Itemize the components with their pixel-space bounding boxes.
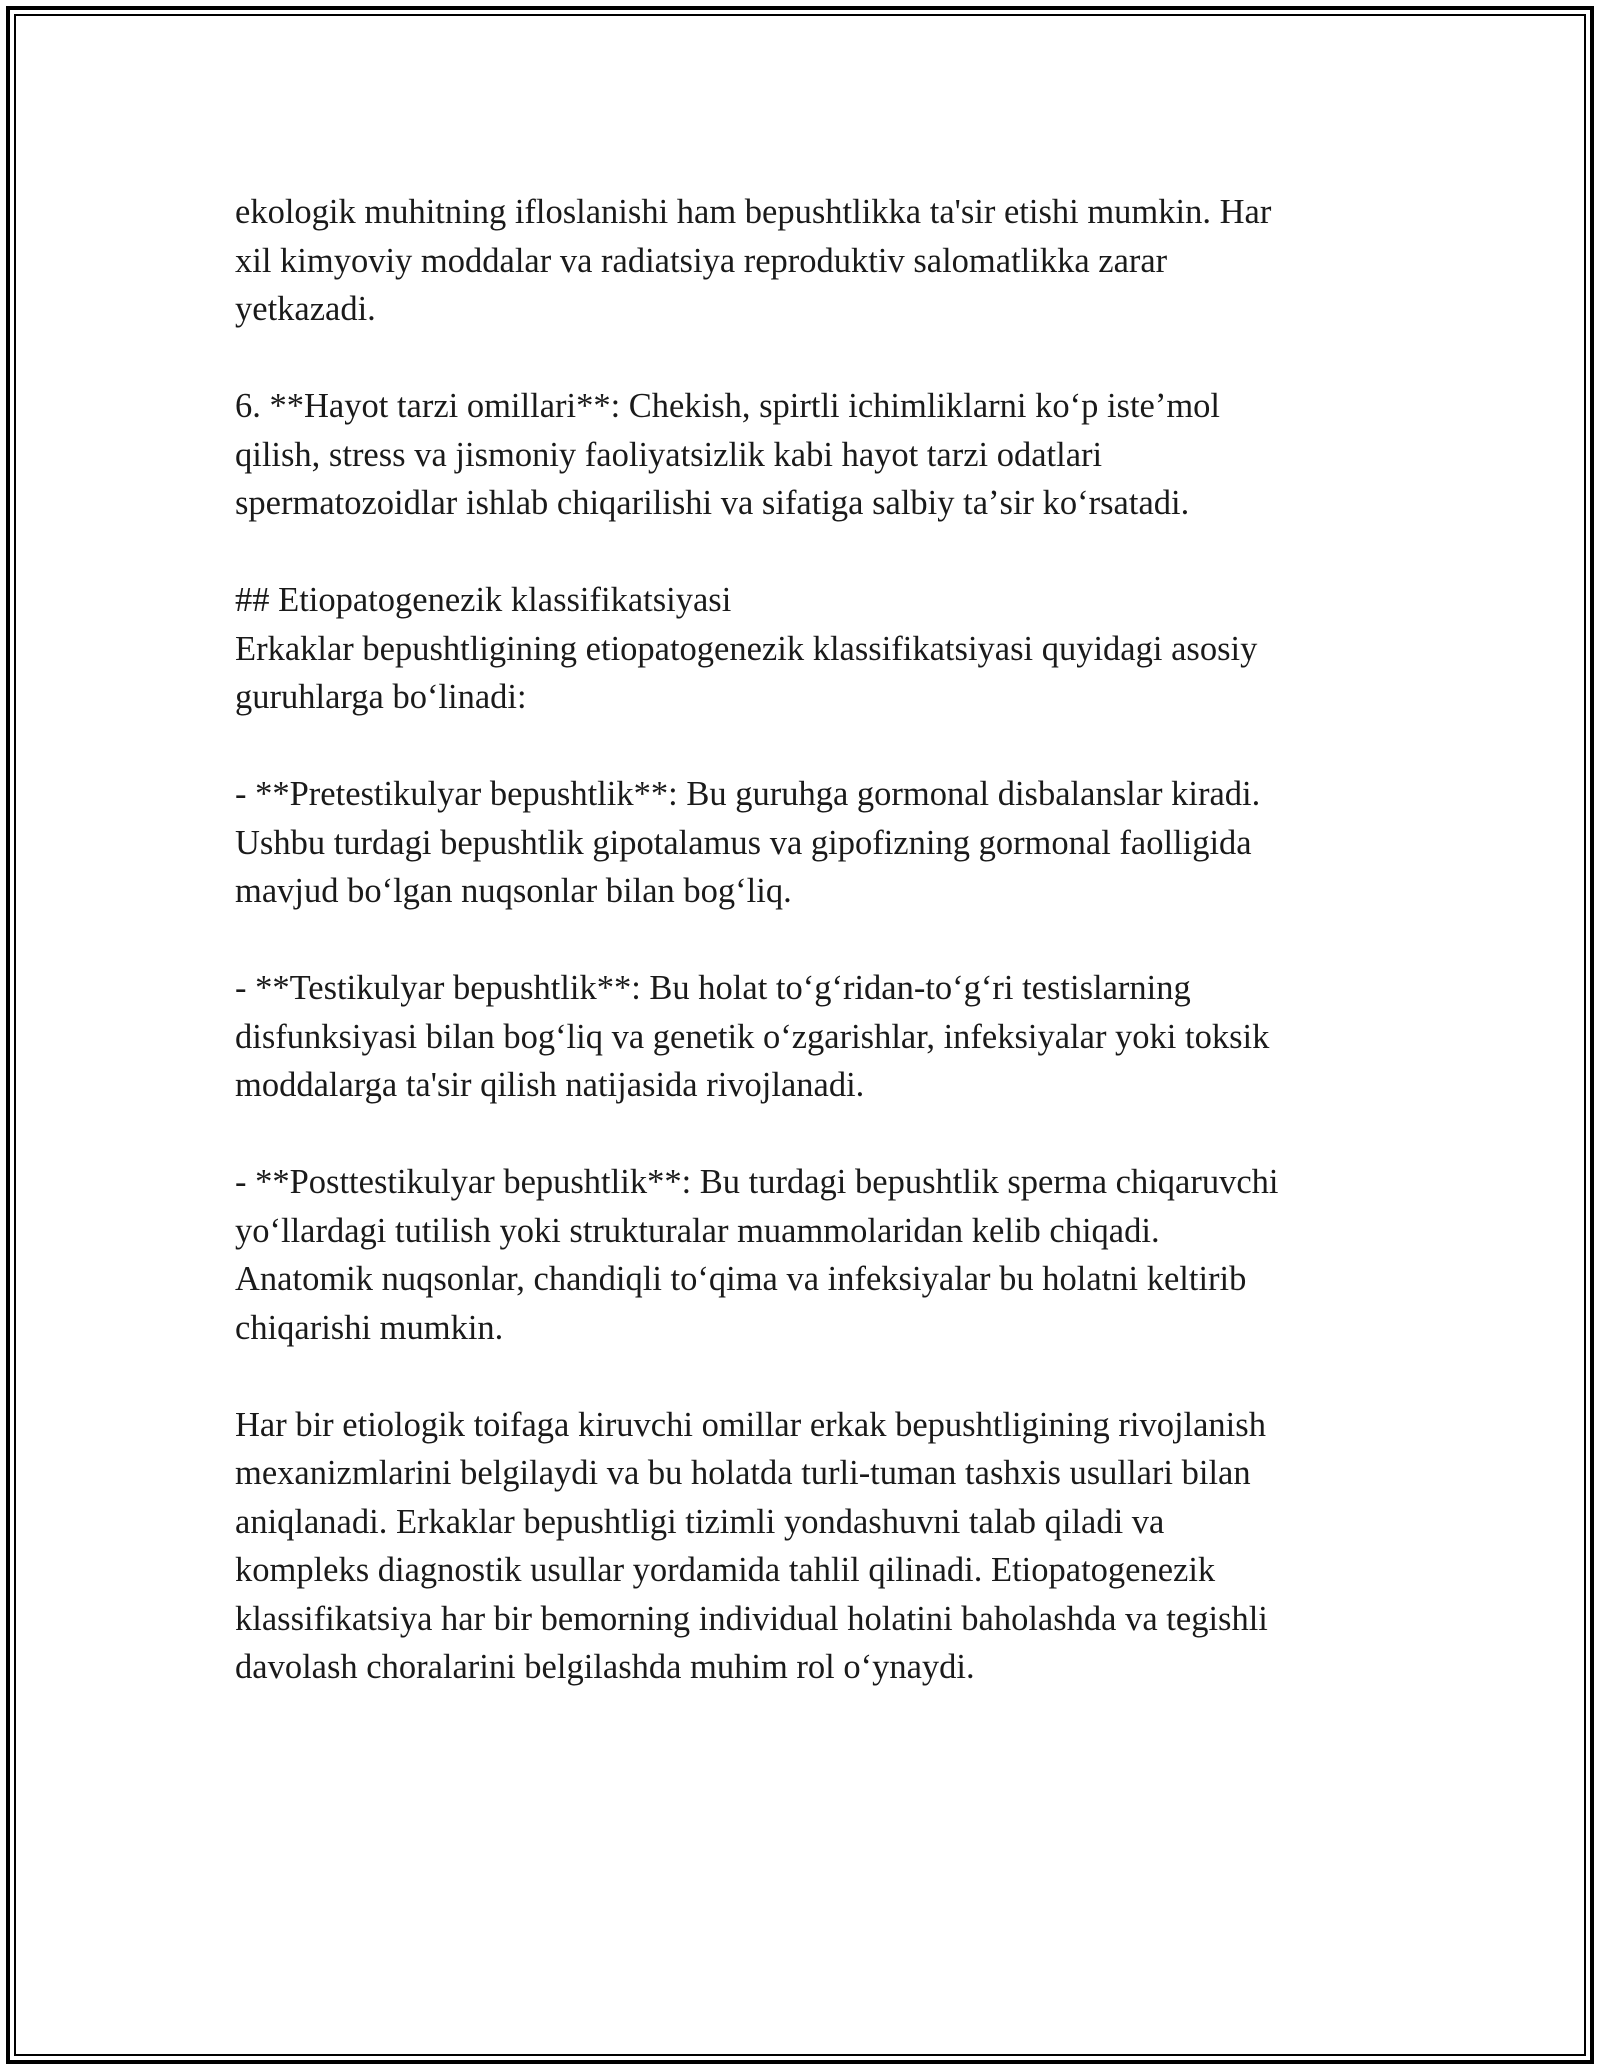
list-item-testicular: - **Testikulyar bepushtlik**: Bu holat toʻgʻridan-toʻgʻri testislarning disfunksiyasi bilan bogʻliq va genetik oʻzgarishlar, infeksiyalar yoki toksik moddalarga ta'sir qilish natijasida rivojlanadi. [235,969,1270,1104]
paragraph-lifestyle-factors: 6. **Hayot tarzi omillari**: Chekish, spirtli ichimliklarni koʻp isteʼmol qilish, stress va jismoniy faoliyatsizlik kabi hayot tarzi odatlari spermatozoidlar ishlab chiqarilishi va sifatiga salbiy taʼsir koʻrsatadi. [235,387,1221,522]
document-body [235,188,1365,1740]
paragraph-conclusion: Har bir etiologik toifaga kiruvchi omillar erkak bepushtligining rivojlanish mexanizmlarini belgilaydi va bu holatda turli-tuman tashxis usullari bilan aniqlanadi. Erkaklar bepushtligi tizimli yondashuvni talab qiladi va kompleks diagnostik usullar yordamida tahlil qilinadi. Etiopatogenezik klassifikatsiya har bir bemorning individual holatini baholashda va tegishli davolash choralarini belgilashda muhim rol oʻynaydi. [235,1405,1268,1686]
section-heading: ## Etiopatogenezik klassifikatsiyasi [235,581,732,619]
list-item-pretesticular: - **Pretestikulyar bepushtlik**: Bu guruhga gormonal disbalanslar kiradi. Ushbu turdagi bepushtlik gipotalamus va gipofizning gormonal faolligida mavjud boʻlgan nuqsonlar bilan bogʻliq. [235,775,1261,910]
paragraph-intro-continuation: ekologik muhitning ifloslanishi ham bepushtlikka ta'sir etishi mumkin. Har xil kimyoviy moddalar va radiatsiya reproduktiv salomatlikka zarar yetkazadi. [235,193,1272,328]
list-item-posttesticular: - **Posttestikulyar bepushtlik**: Bu turdagi bepushtlik sperma chiqaruvchi yoʻllardagi tutilish yoki strukturalar muammolaridan kelib chiqadi. Anatomik nuqsonlar, chandiqli toʻqima va infeksiyalar bu holatni keltirib chiqarishi mumkin. [235,1163,1279,1347]
paragraph-classification-intro: Erkaklar bepushtligining etiopatogenezik klassifikatsiyasi quyidagi asosiy guruhlarga boʻlinadi: [235,629,1258,716]
